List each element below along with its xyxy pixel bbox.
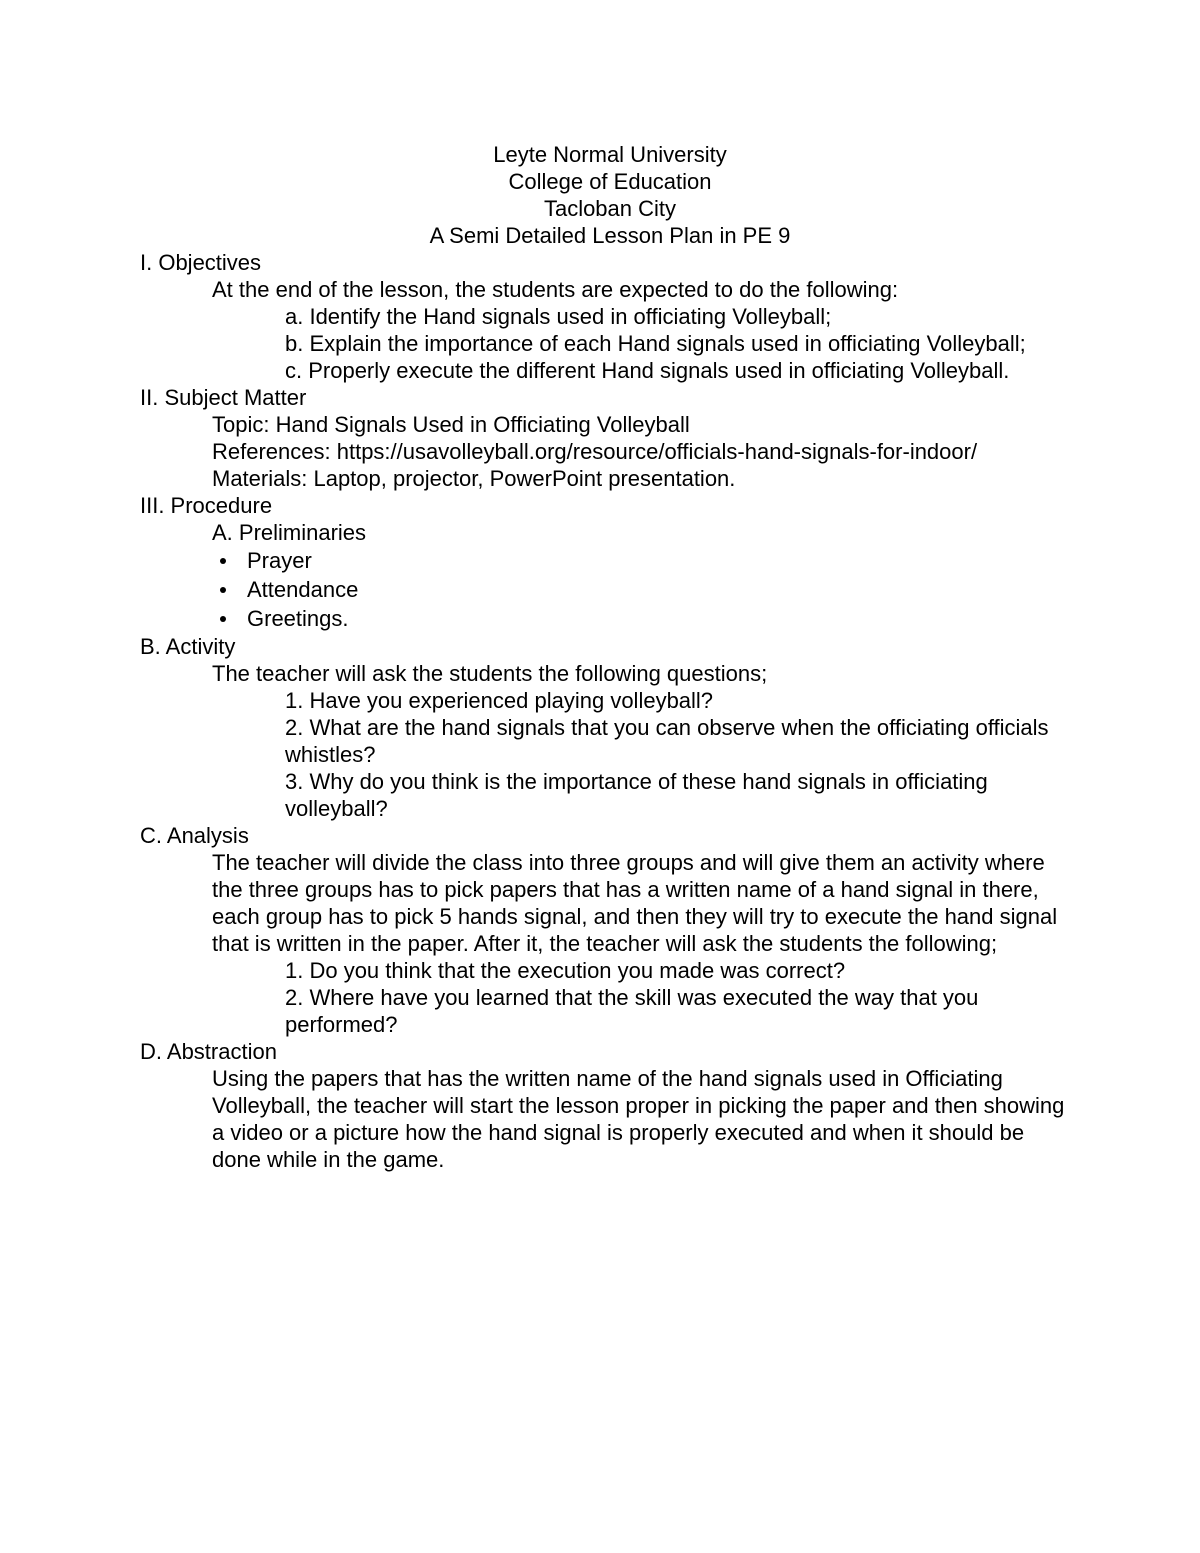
objectives-heading: I. Objectives — [140, 250, 262, 275]
bullet-text: Greetings. — [247, 606, 349, 631]
activity-question: 1. Have you experienced playing volleyball? — [285, 688, 714, 713]
procedure-heading: III. Procedure — [140, 493, 273, 518]
objective-item: c. Properly execute the different Hand signals used in officiating Volleyball. — [285, 358, 1010, 383]
abstraction-heading: D. Abstraction — [140, 1039, 277, 1064]
college-name: College of Education — [508, 169, 712, 194]
analysis-heading: C. Analysis — [140, 823, 249, 848]
list-item — [140, 546, 1080, 575]
analysis-question: 2. Where have you learned that the skill was executed the way that you performed? — [285, 985, 979, 1037]
objective-item: a. Identify the Hand signals used in officiating Volleyball; — [285, 304, 832, 329]
activity-question: 3. Why do you think is the importance of these hand signals in officiating volleyball? — [285, 769, 988, 821]
bullet-icon — [220, 558, 226, 564]
subject-topic: Topic: Hand Signals Used in Officiating Volleyball — [212, 412, 690, 437]
activity-intro: The teacher will ask the students the following questions; — [212, 661, 768, 686]
city-name: Tacloban City — [543, 196, 677, 221]
analysis-question: 1. Do you think that the execution you made was correct? — [285, 958, 846, 983]
subject-references: References: https://usavolleyball.org/resource/officials-hand-signals-for-indoor/ — [212, 439, 978, 464]
bullet-icon — [220, 587, 226, 593]
activity-heading: B. Activity — [140, 634, 236, 659]
bullet-icon — [220, 616, 226, 622]
preliminaries-heading: A. Preliminaries — [212, 520, 367, 545]
subject-materials: Materials: Laptop, projector, PowerPoint presentation. — [212, 466, 736, 491]
lesson-plan — [140, 141, 1080, 1173]
subject-matter-heading: II. Subject Matter — [140, 385, 307, 410]
bullet-text: Attendance — [247, 577, 359, 602]
analysis-text: The teacher will divide the class into three groups and will give them an activity where the three groups has to pick papers that has a written name of a hand signal in there, each group has to pick 5 hands signal, and then they will try to execute the hand signal that is written in the paper. After it, the teacher will ask the students the following; — [212, 850, 1058, 956]
bullet-text: Prayer — [247, 548, 312, 573]
list-item — [140, 604, 1080, 633]
document-title: A Semi Detailed Lesson Plan in PE 9 — [429, 223, 791, 248]
objective-item: b. Explain the importance of each Hand signals used in officiating Volleyball; — [285, 331, 1026, 356]
objectives-intro: At the end of the lesson, the students are expected to do the following: — [212, 277, 899, 302]
university-name: Leyte Normal University — [493, 142, 727, 167]
activity-question: 2. What are the hand signals that you can observe when the officiating officials whistles? — [285, 715, 1049, 767]
list-item — [140, 575, 1080, 604]
abstraction-text: Using the papers that has the written name of the hand signals used in Officiating Volleyball, the teacher will start the lesson proper in picking the paper and then showing a video or a picture how the hand signal is properly executed and when it should be done while in the game. — [212, 1066, 1065, 1172]
